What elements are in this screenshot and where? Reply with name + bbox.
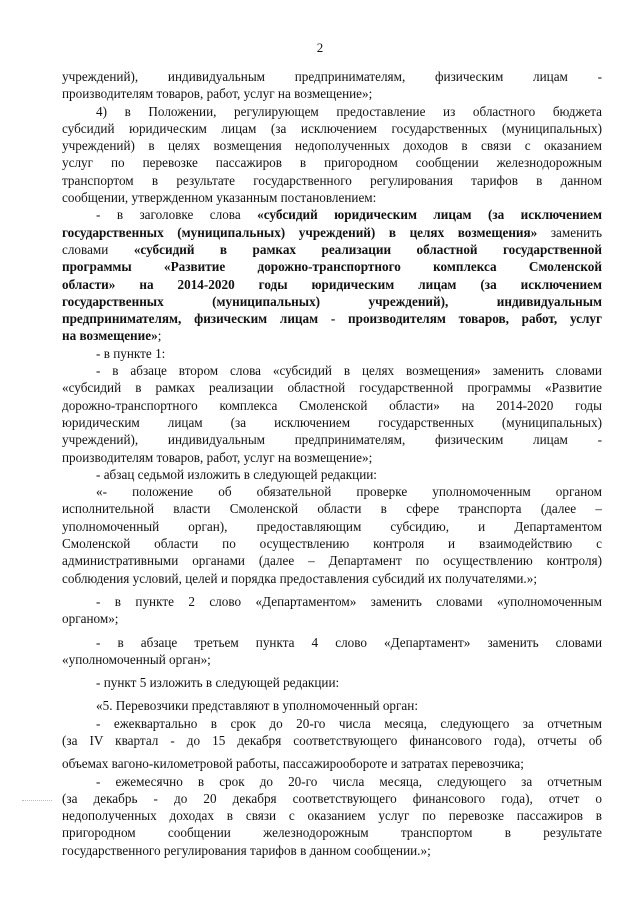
bold-fragment: государственных (муниципальных) учреждений) в целях возмещения» <box>62 224 538 240</box>
text-line: учреждений) в целях возмещения недополученных доходов в связи с оказанием <box>62 138 602 154</box>
text-line: Смоленской области по осуществлению контроля и взаимодействию с <box>62 536 602 552</box>
text-line: 4) в Положении, регулирующем предоставление из областного бюджета <box>96 103 602 119</box>
text-line: «5. Перевозчики представляют в уполномоченный орган: <box>96 698 418 714</box>
text-line: «субсидий в рамках реализации областной государственной программы «Развитие <box>62 380 602 396</box>
scan-smudge <box>22 800 52 803</box>
text-line: государственных (муниципальных) учреждений), индивидуальным <box>62 293 602 309</box>
text-line: учреждений), индивидуальным предпринимателям, физическим лицам - <box>62 69 602 84</box>
text-line: - ежемесячно в срок до 20-го числа месяца, следующего за отчетным <box>96 773 602 789</box>
text-line: программы «Развитие дорожно-транспортного комплекса Смоленской <box>62 259 602 275</box>
text-line: - ежеквартально в срок до 20-го числа месяца, следующего за отчетным <box>96 715 602 731</box>
text-line: на возмещение»; <box>62 328 162 344</box>
text-line: - в заголовке слова «субсидий юридическим лицам (за исключением <box>96 207 602 223</box>
document-body <box>62 68 602 859</box>
text-line: производителям товаров, работ, услуг на возмещение»; <box>62 449 373 465</box>
text-line: услуг по перевозке пассажиров в пригородном сообщении железнодорожным <box>62 155 602 171</box>
text-line: (за IV квартал - до 15 декабря соответствующего финансового года), отчеты об <box>62 732 602 748</box>
text-line: «уполномоченный орган»; <box>62 651 211 667</box>
text-line: (за декабрь - до 20 декабря соответствующего финансового года), отчет о <box>62 790 602 806</box>
text-line: - в пункте 2 слово «Департаментом» заменить словами «уполномоченным <box>96 593 602 609</box>
text-line: транспортом в результате государственного регулирования тарифов в данном <box>62 172 602 188</box>
text-line: пригородном сообщении железнодорожным транспортом в результате <box>62 825 602 841</box>
bold-fragment: на возмещение» <box>62 328 158 344</box>
text-line: уполномоченный орган), предоставляющим субсидию, и Департаментом <box>62 518 602 534</box>
text-line: предпринимателям, физическим лицам - производителям товаров, работ, услуг <box>62 311 602 327</box>
text-line: административными органами (далее – Департамент по осуществлению контроля) <box>62 553 602 569</box>
text-line: соблюдения условий, целей и порядка предоставления субсидий их получателями.»; <box>62 570 537 586</box>
text-line: - пункт 5 изложить в следующей редакции: <box>96 675 340 691</box>
bold-fragment: «субсидий в рамках реализации областной государственной <box>133 241 602 257</box>
text-line: сообщении, утвержденном указанным постановлением: <box>62 190 377 206</box>
text-line: - абзац седьмой изложить в следующей редакции: <box>96 466 377 482</box>
text-line: области» на 2014-2020 годы юридическим лицам (за исключением <box>62 276 602 292</box>
text-line: - в абзаце втором слова «субсидий в целях возмещения» заменить словами <box>96 363 602 379</box>
text-line: - в абзаце третьем пункта 4 слово «Департамент» заменить словами <box>96 634 602 650</box>
page-number: 2 <box>316 40 324 55</box>
text-line: учреждений), индивидуальным предпринимателям, физическим лицам - <box>62 432 602 448</box>
text-line: субсидий юридическим лицам (за исключением государственных (муниципальных) <box>62 120 602 136</box>
bold-fragment: «субсидий юридическим лицам (за исключением <box>257 207 602 223</box>
text-line: производителям товаров, работ, услуг на возмещение»; <box>62 86 373 102</box>
text-line: словами «субсидий в рамках реализации областной государственной <box>62 241 602 257</box>
text-line: «- положение об обязательной проверке уполномоченным органом <box>96 484 602 500</box>
text-line: дорожно-транспортного комплекса Смоленской области» на 2014-2020 годы <box>62 397 602 413</box>
text-line: исполнительной власти Смоленской области в сфере транспорта (далее – <box>62 501 602 517</box>
text-line: юридическим лицам (за исключением государственных (муниципальных) <box>62 414 602 430</box>
text-line: недополученных доходах в связи с оказанием услуг по перевозке пассажиров в <box>62 808 602 824</box>
text-line: государственных (муниципальных) учреждений) в целях возмещения» заменить <box>62 224 602 240</box>
text-line: - в пункте 1: <box>96 345 166 361</box>
text-line: государственного регулирования тарифов в данном сообщении.»; <box>62 842 431 858</box>
text-line: органом»; <box>62 611 119 627</box>
text-line: объемах вагоно-километровой работы, пассажирообороте и затратах перевозчика; <box>62 756 524 772</box>
